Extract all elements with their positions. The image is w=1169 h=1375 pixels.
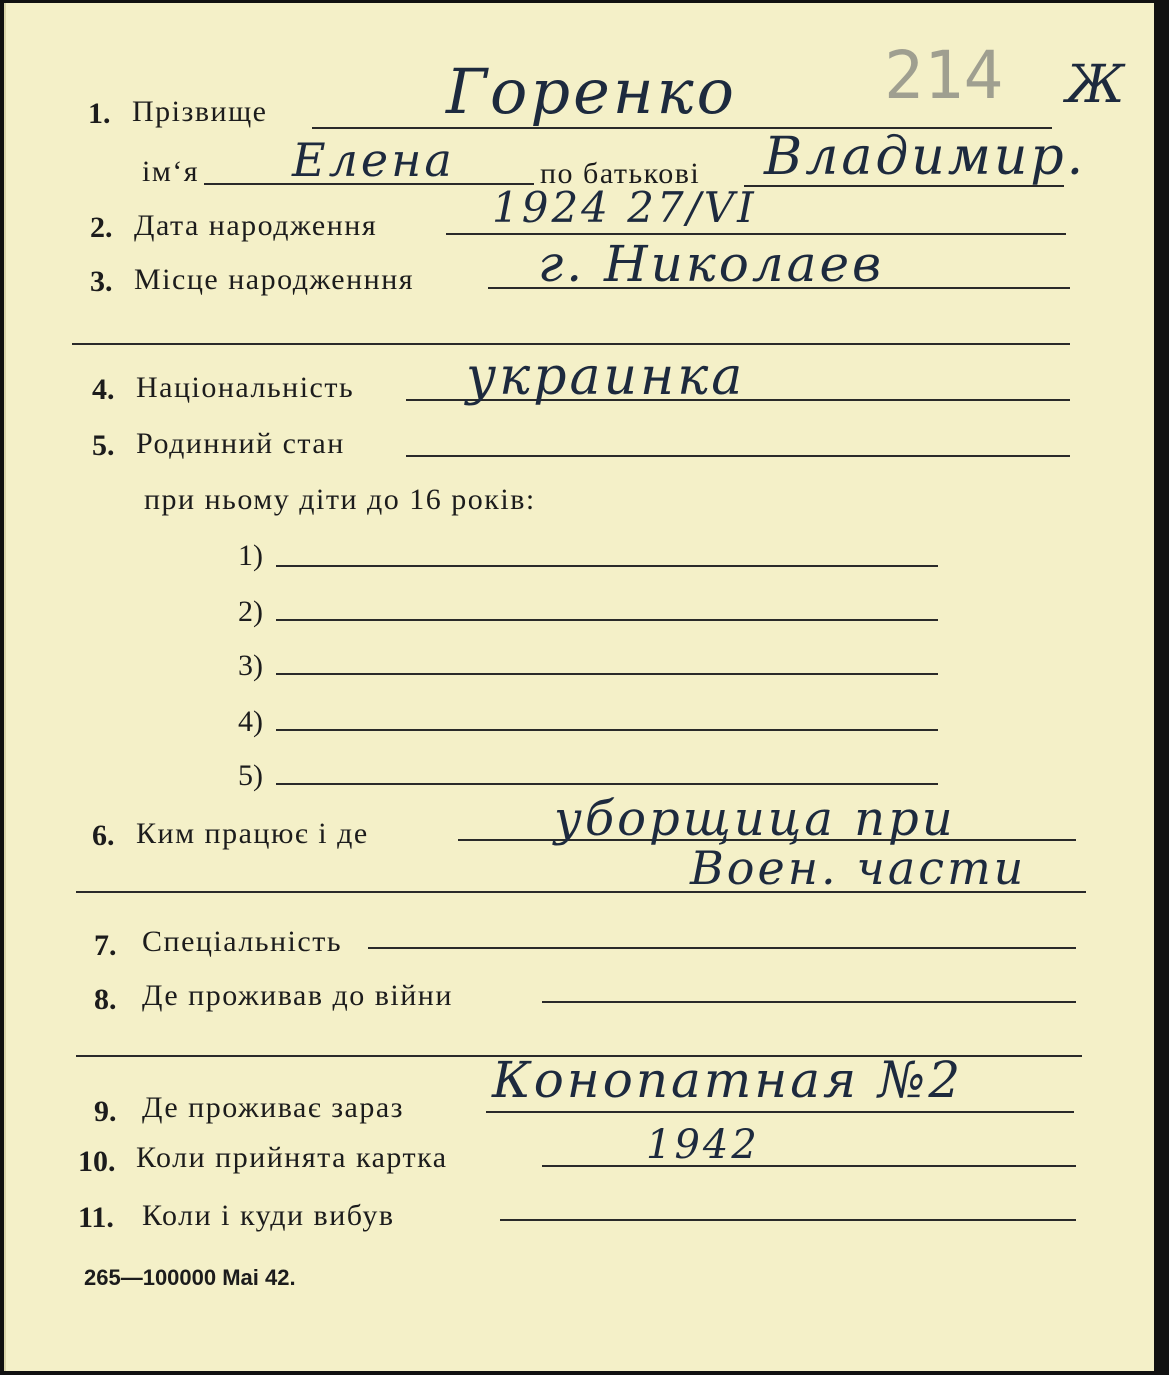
corner-mark: Ж xyxy=(1066,55,1128,115)
card-accepted-line xyxy=(542,1165,1076,1167)
child-1-label: 1) xyxy=(238,539,263,572)
birth-date-value: 1924 27/VI xyxy=(492,183,757,232)
prewar-residence-label: Де проживав до війни xyxy=(142,979,453,1012)
field-number: 6. xyxy=(92,819,115,852)
field-number: 1. xyxy=(88,97,111,130)
field-number: 7. xyxy=(94,929,117,962)
marital-status-label: Родинний стан xyxy=(136,427,345,460)
nationality-value: украинка xyxy=(466,347,746,407)
card-accepted-label: Коли прийнята картка xyxy=(136,1141,448,1174)
nationality-label: Національність xyxy=(136,371,355,404)
child-3-label: 3) xyxy=(238,649,263,682)
occupation-value-line-1: уборщица при xyxy=(554,791,956,847)
children-label: при ньому діти до 16 років: xyxy=(144,483,536,516)
occupation-value-line-2: Воен. части xyxy=(690,841,1027,895)
marital-status-line xyxy=(406,455,1070,457)
birth-date-label: Дата народження xyxy=(134,209,378,242)
field-number: 9. xyxy=(94,1095,117,1128)
field-number: 10. xyxy=(78,1145,116,1178)
field-number: 4. xyxy=(92,373,115,406)
current-residence-line xyxy=(486,1111,1074,1113)
current-residence-label: Де проживає зараз xyxy=(142,1091,405,1124)
surname-label: Прізвище xyxy=(132,95,268,128)
birth-place-label: Місце народженння xyxy=(134,263,415,296)
departure-line xyxy=(500,1219,1076,1221)
birth-place-value: г. Николаев xyxy=(538,235,885,293)
field-number: 5. xyxy=(92,429,115,462)
child-2-line xyxy=(276,619,938,621)
first-name-label: ім‘я xyxy=(142,155,200,188)
print-imprint: 265—100000 Mai 42. xyxy=(84,1265,296,1290)
child-5-line xyxy=(276,783,938,785)
birth-place-line-2 xyxy=(72,343,1070,345)
child-1-line xyxy=(276,565,938,567)
surname-value: Горенко xyxy=(446,55,737,128)
child-4-label: 4) xyxy=(238,705,263,738)
registration-card xyxy=(4,3,1154,1371)
field-number: 11. xyxy=(78,1201,114,1234)
child-2-label: 2) xyxy=(238,595,263,628)
patronymic-value: Владимир. xyxy=(764,127,1087,187)
field-number: 8. xyxy=(94,983,117,1016)
child-3-line xyxy=(276,673,938,675)
current-residence-value: Конопатная №2 xyxy=(492,1051,964,1109)
first-name-value: Елена xyxy=(292,133,455,187)
prewar-residence-line xyxy=(542,1001,1076,1003)
record-number-stamp: 214 xyxy=(884,37,1004,114)
field-number: 3. xyxy=(90,265,113,298)
card-accepted-value: 1942 xyxy=(646,1122,760,1168)
speciality-line xyxy=(368,947,1076,949)
child-4-line xyxy=(276,729,938,731)
patronymic-label: по батькові xyxy=(540,157,701,190)
occupation-label: Ким працює і де xyxy=(136,817,369,850)
speciality-label: Спеціальність xyxy=(142,925,342,958)
child-5-label: 5) xyxy=(238,759,263,792)
departure-label: Коли і куди вибув xyxy=(142,1199,395,1232)
field-number: 2. xyxy=(90,211,113,244)
